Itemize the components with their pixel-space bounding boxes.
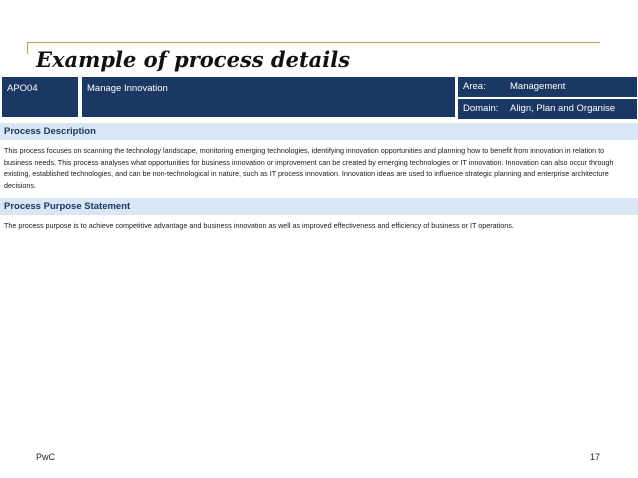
process-purpose-text: The process purpose is to achieve competitive advantage and business innovation as well as improved effectiveness and efficiency of business or IT operations. bbox=[4, 221, 514, 230]
process-purpose-header: Process Purpose Statement bbox=[0, 198, 638, 215]
title-accent-corner bbox=[27, 42, 28, 54]
slide-title: Example of process details bbox=[36, 47, 351, 72]
title-accent-line bbox=[27, 42, 600, 43]
process-description-header: Process Description bbox=[0, 123, 638, 140]
process-description-text: This process focuses on scanning the technology landscape, monitoring emerging technologies, identifying innovation opportunities and planning how to benefit from innovation in relation to business needs. This process analyses what opportunities for business innovation or improvement can be created by emerging technologies or IT innovation. Innovation can also occur through existing, established technologies, and can be non-technological in nature, such as IT process innovation. Innovation ideas are used to influence strategic planning and enterprise architecture decisions. bbox=[4, 146, 614, 190]
process-code: APO04 bbox=[2, 77, 78, 117]
page-number: 17 bbox=[589, 452, 600, 462]
footer-brand: PwC bbox=[36, 452, 56, 462]
domain-label: Domain: bbox=[458, 99, 505, 119]
process-name: Manage Innovation bbox=[82, 77, 455, 117]
area-value: Management bbox=[505, 77, 637, 97]
area-label: Area: bbox=[458, 77, 505, 97]
domain-value: Align, Plan and Organise bbox=[505, 99, 637, 119]
